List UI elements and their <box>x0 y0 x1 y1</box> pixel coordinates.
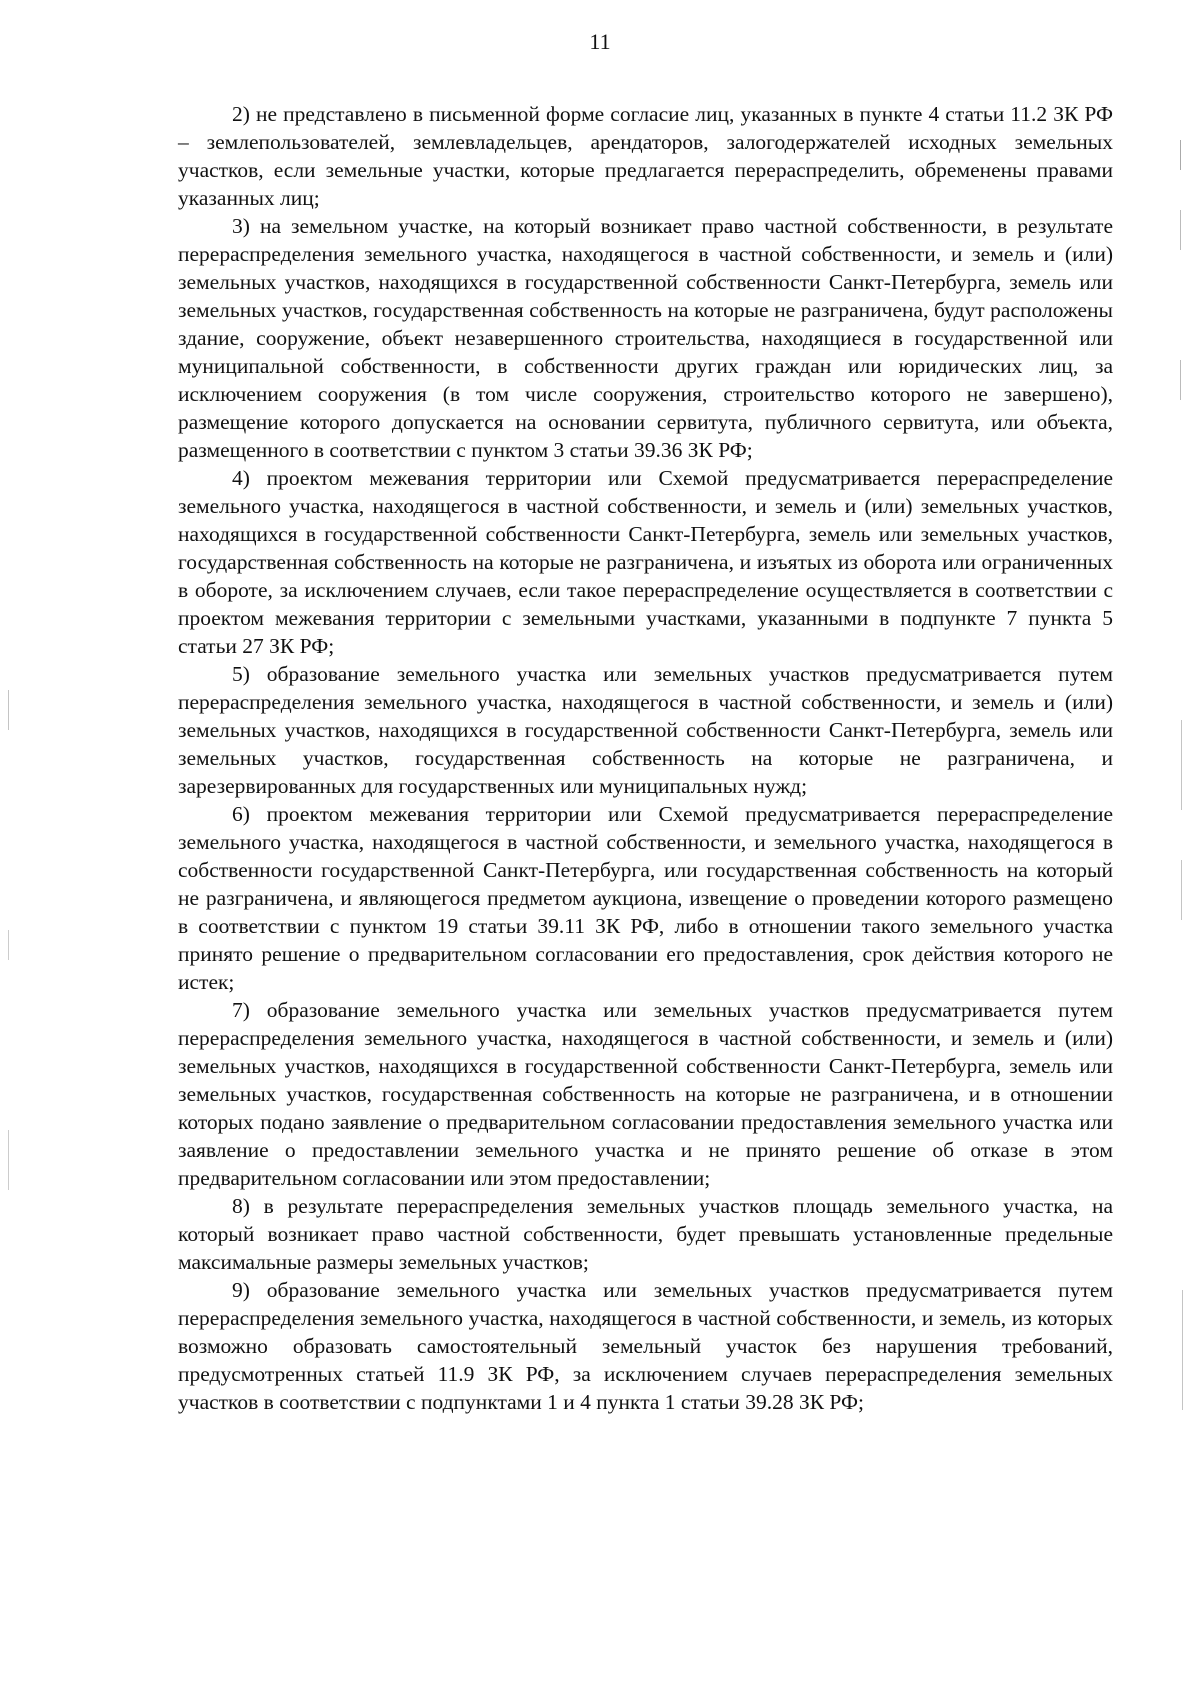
scan-artifact-right-5 <box>1181 860 1182 920</box>
paragraph-item-2: 2) не представлено в письменной форме согласие лиц, указанных в пункте 4 статьи 11.2 ЗК РФ – землепользователей, землевладельцев, арендаторов, залогодержателей исходных земельных участков, если земельные участки, которые предлагается перераспределить, обременены правами указанных лиц; <box>178 102 1113 210</box>
paragraph-item-4: 4) проектом межевания территории или Схемой предусматривается перераспределение земельного участка, находящегося в частной собственности, и земель и (или) земельных участков, находящихся в государственной собственности Санкт-Петербурга, земель или земельных участков, государственная собственность на которые не разграничена, и изъятых из оборота или ограниченных в обороте, за исключением случаев, если такое перераспределение осуществляется в соответствии с проектом межевания территории с земельными участками, указанными в подпункте 7 пункта 5 статьи 27 ЗК РФ; <box>178 466 1113 658</box>
scan-artifact-right-1 <box>1180 140 1181 170</box>
scan-artifact-right-6 <box>1182 1290 1183 1410</box>
paragraph-item-3: 3) на земельном участке, на который возникает право частной собственности, в результате перераспределения земельного участка, находящегося в частной собственности, и земель и (или) земельных участков, находящихся в государственной собственности Санкт-Петербурга, земель или земельных участков, государственная собственность на которые не разграничена, будут расположены здание, сооружение, объект незавершенного строительства, находящиеся в государственной или муниципальной собственности, в собственности других граждан или юридических лиц, за исключением сооружения (в том числе сооружения, строительство которого не завершено), размещение которого допускается на основании сервитута, публичного сервитута, или объекта, размещенного в соответствии с пунктом 3 статьи 39.36 ЗК РФ; <box>178 214 1113 462</box>
scan-artifact-right-4 <box>1181 720 1182 810</box>
document-body <box>178 100 1113 1416</box>
paragraph-item-7: 7) образование земельного участка или земельных участков предусматривается путем перераспределения земельного участка, находящегося в частной собственности, и земель и (или) земельных участков, находящихся в государственной собственности Санкт-Петербурга, земель или земельных участков, государственная собственность на которые не разграничена, и в отношении которых подано заявление о предварительном согласовании предоставления земельного участка или заявление о предоставлении земельного участка и не принято решение об отказе в этом предварительном согласовании или этом предоставлении; <box>178 998 1113 1190</box>
paragraph-item-9: 9) образование земельного участка или земельных участков предусматривается путем перераспределения земельного участка, находящегося в частной собственности, и земель, из которых возможно образовать самостоятельный земельный участок без нарушения требований, предусмотренных статьей 11.9 ЗК РФ, за исключением случаев перераспределения земельных участков в соответствии с подпунктами 1 и 4 пункта 1 статьи 39.28 ЗК РФ; <box>178 1278 1113 1414</box>
paragraph-item-6: 6) проектом межевания территории или Схемой предусматривается перераспределение земельного участка, находящегося в частной собственности, и земельного участка, находящегося в собственности государственной Санкт-Петербурга, или государственная собственность на который не разграничена, и являющегося предметом аукциона, извещение о проведении которого размещено в соответствии с пунктом 19 статьи 39.11 ЗК РФ, либо в отношении такого земельного участка принято решение о предварительном согласовании его предоставления, срок действия которого не истек; <box>178 802 1113 994</box>
scan-artifact-left-2 <box>8 930 9 960</box>
page-number: 11 <box>589 29 611 54</box>
paragraph-item-5: 5) образование земельного участка или земельных участков предусматривается путем перераспределения земельного участка, находящегося в частной собственности, и земель и (или) земельных участков, находящихся в государственной собственности Санкт-Петербурга, земель или земельных участков, государственная собственность на которые не разграничена, и зарезервированных для государственных или муниципальных нужд; <box>178 662 1113 798</box>
scan-artifact-left-3 <box>8 1130 9 1190</box>
scan-artifact-right-2 <box>1180 210 1181 250</box>
scan-artifact-left-1 <box>8 690 9 730</box>
paragraph-item-8: 8) в результате перераспределения земельных участков площадь земельного участка, на который возникает право частной собственности, будет превышать установленные предельные максимальные размеры земельных участков; <box>178 1194 1113 1274</box>
scan-artifact-right-3 <box>1180 360 1181 400</box>
